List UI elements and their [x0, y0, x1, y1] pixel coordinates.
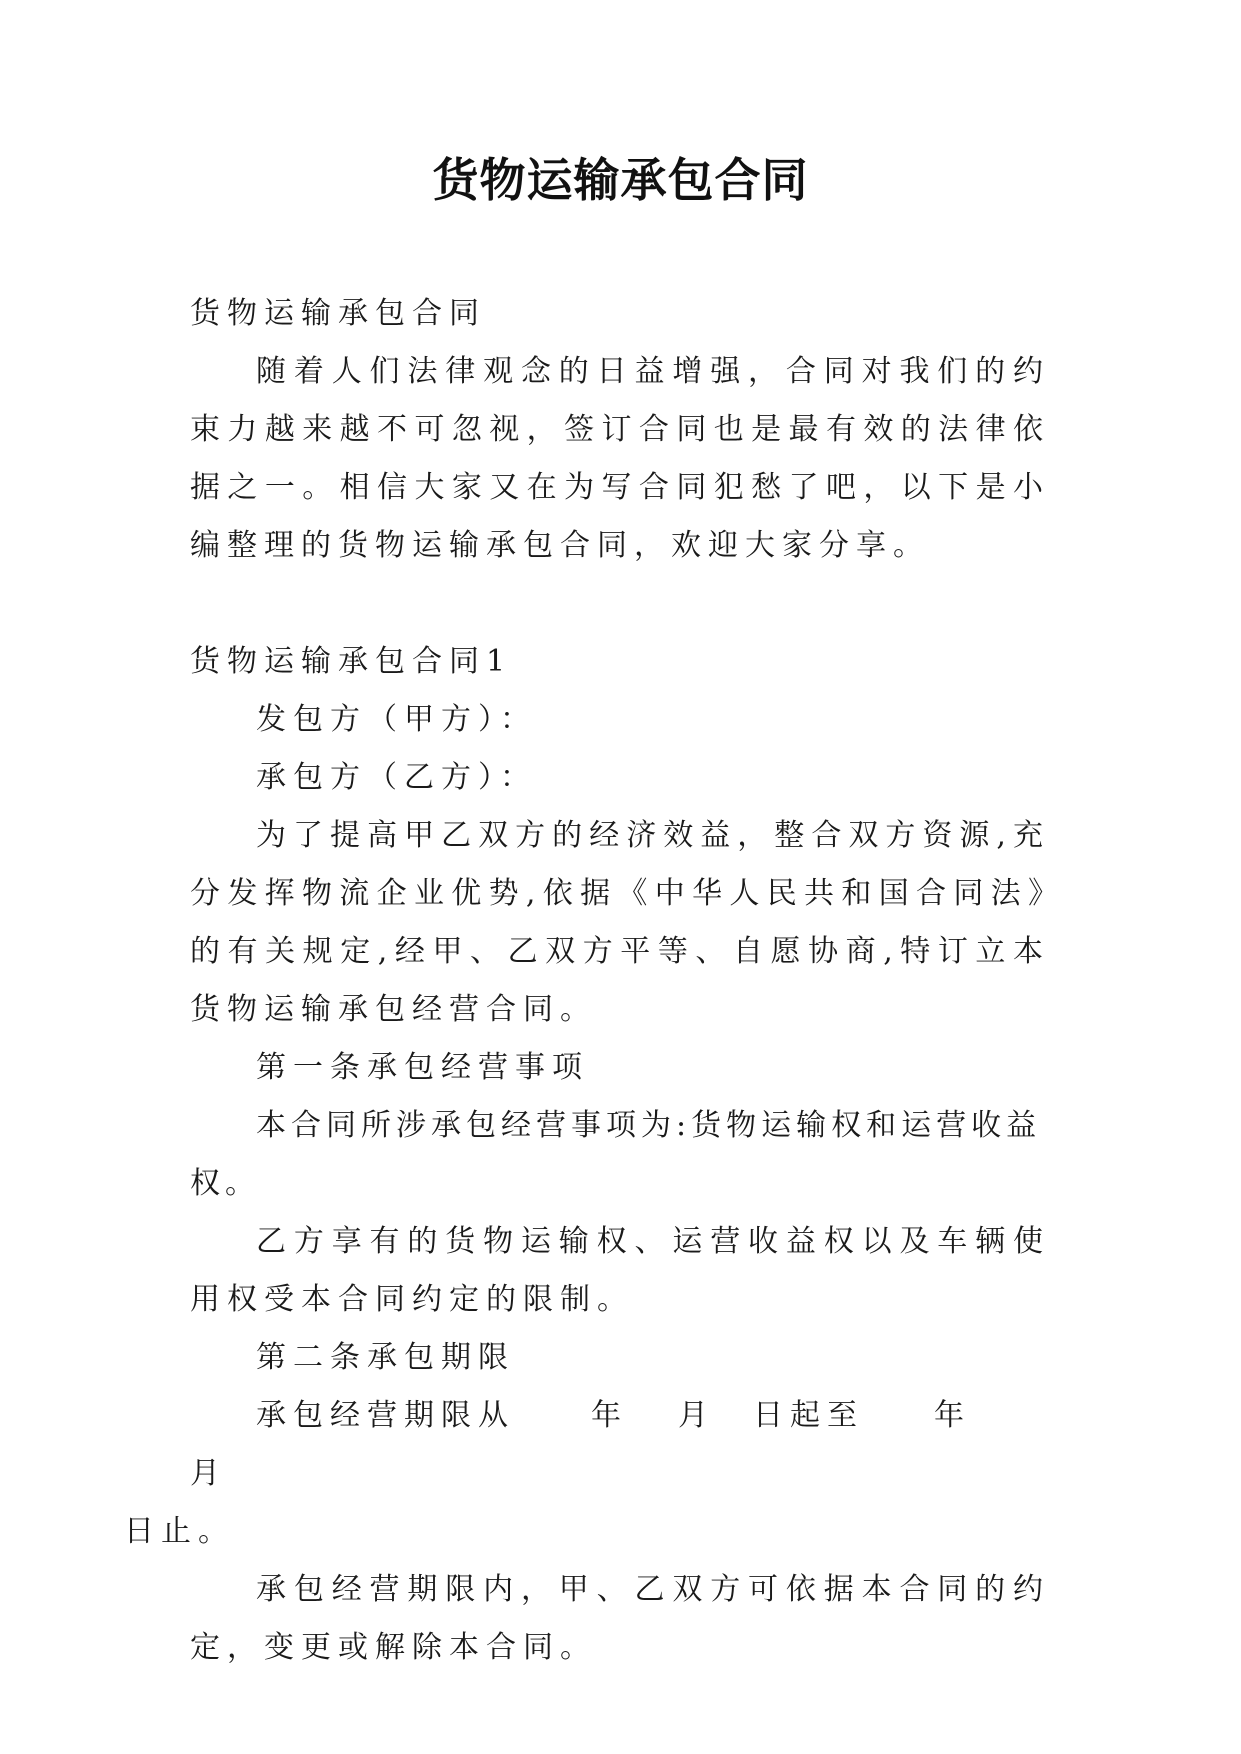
- contract-heading: 货物运输承包合同1: [190, 644, 513, 679]
- article-1-scope: 本合同所涉承包经营事项为:货物运输权和运营收益权。: [190, 1108, 1042, 1201]
- document-body: [124, 285, 1050, 1677]
- article-2-modification: 承包经营期限内，甲、乙双方可依据本合同的约定，变更或解除本合同。: [190, 1572, 1050, 1665]
- intro-heading: 货物运输承包合同: [190, 296, 486, 331]
- intro-paragraph: 随着人们法律观念的日益增强，合同对我们的约束力越来越不可忽视，签订合同也是最有效的法律依据之一。相信大家又在为写合同犯愁了吧，以下是小编整理的货物运输承包合同，欢迎大家分享。: [190, 354, 1050, 563]
- term-end-text: 日止。: [124, 1514, 235, 1549]
- document-title: 货物运输承包合同: [432, 153, 809, 207]
- term-year-1: 年: [591, 1398, 628, 1433]
- party-b-line: 承包方（乙方）：: [256, 760, 537, 795]
- term-day-to-text: 日起至: [753, 1398, 864, 1433]
- party-a-line: 发包方（甲方）：: [256, 702, 537, 737]
- term-year-2: 年: [934, 1398, 971, 1433]
- article-2-heading: 第二条承包期限: [256, 1340, 515, 1375]
- article-1-limits: 乙方享有的货物运输权、运营收益权以及车辆使用权受本合同约定的限制。: [190, 1224, 1050, 1317]
- term-from-text: 承包经营期限从: [256, 1398, 515, 1433]
- preamble-paragraph: 为了提高甲乙双方的经济效益，整合双方资源,充分发挥物流企业优势,依据《中华人民共和国合同法》的有关规定,经甲、乙双方平等、自愿协商,特订立本货物运输承包经营合同。: [190, 818, 1050, 1027]
- article-1-heading: 第一条承包经营事项: [256, 1050, 589, 1085]
- term-month-2: 月: [190, 1456, 227, 1491]
- article-2-term: [124, 1387, 1050, 1561]
- term-month-1: 月: [678, 1398, 715, 1433]
